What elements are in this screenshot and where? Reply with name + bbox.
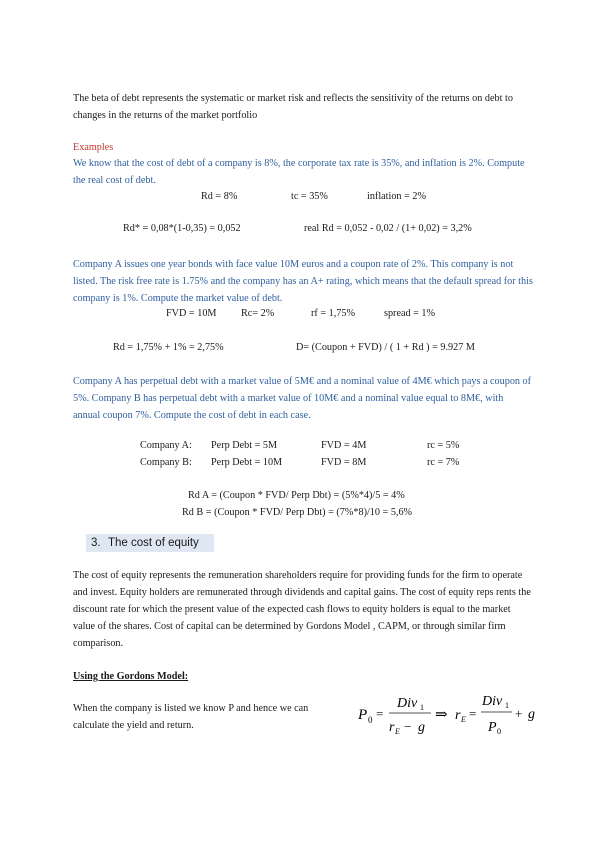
ex2-calc-right: D= (Coupon + FVD) / ( 1 + Rd ) = 9.927 M xyxy=(296,342,475,353)
intro-paragraph: The beta of debt represents the systematic or market risk and reflects the sensitivity of the returns on debt to changes in the returns of the market portfolio xyxy=(73,93,513,121)
ex3-calc-b: Rd B = (Coupon * FVD/ Perp Dbt) = (7%*8)/10 = 5,6% xyxy=(182,507,413,518)
section-number: 3. xyxy=(91,537,101,549)
formula-div-2: Div xyxy=(482,694,503,709)
formula-p0-sub: 0 xyxy=(368,715,373,725)
formula-eq-1: = xyxy=(376,706,384,721)
section-heading xyxy=(86,534,214,552)
formula-div-sub-1: 1 xyxy=(420,703,424,712)
ex2-given-rf: rf = 1,75% xyxy=(311,308,355,319)
ex3-perp-debt: Perp Debt = 5M xyxy=(211,440,278,451)
ex1-given-rd: Rd = 8% xyxy=(201,191,238,202)
ex2-given-rc: Rc= 2% xyxy=(241,308,275,319)
formula-p0: P xyxy=(358,707,368,723)
ex2-given-fvd: FVD = 10M xyxy=(166,308,217,319)
example3-text: Company A has perpetual debt with a market value of 5M€ and a nominal value of 4M€ which pays a coupon of 5%. Company B has perpetual debt with a market value of 10M€ and a nominal value equal to 8M€, with annual coupon 7%. Compute the cost of debt in each case. xyxy=(73,376,532,421)
ex3-company: Company B: xyxy=(140,457,192,468)
ex1-given-inflation: inflation = 2% xyxy=(367,191,426,202)
ex2-given-spread: spread = 1% xyxy=(384,308,436,319)
formula-p0-sub-2: 0 xyxy=(497,727,501,736)
formula-div-1: Div xyxy=(397,696,418,711)
example2-text: Company A issues one year bonds with face value 10M euros and a coupon rate of 2%. This company is not listed. The risk free rate is 1.75% and the company has an A+ rating, which means that the default spread for this company is 1%. Compute the market value of debt. xyxy=(73,259,533,304)
examples-title: Examples xyxy=(73,142,114,153)
ex3-rc: rc = 7% xyxy=(427,457,460,468)
ex1-calc-right: real Rd = 0,052 - 0,02 / (1+ 0,02) = 3,2% xyxy=(304,223,472,234)
formula-g-2: g xyxy=(528,707,535,722)
formula-re-sub-2: E xyxy=(461,715,466,724)
ex1-calc-left: Rd* = 0,08*(1-0,35) = 0,052 xyxy=(123,223,241,234)
ex1-given-tc: tc = 35% xyxy=(291,191,328,202)
formula-re-1: r xyxy=(389,720,395,735)
ex3-perp-debt: Perp Debt = 10M xyxy=(211,457,283,468)
ex3-fvd: FVD = 4M xyxy=(321,440,367,451)
formula-eq-2: = xyxy=(469,706,477,721)
gordon-formula xyxy=(356,688,546,738)
example1-text: We know that the cost of debt of a company is 8%, the corporate tax rate is 35%, and inflation is 2%. Compute the real cost of debt. xyxy=(73,158,525,186)
section-title: The cost of equity xyxy=(108,537,199,549)
formula-div-sub-2: 1 xyxy=(505,701,509,710)
formula-re-sub-1: E xyxy=(395,727,400,736)
ex3-calc-a: Rd A = (Coupon * FVD/ Perp Dbt) = (5%*4)/5 = 4% xyxy=(188,490,405,501)
gordon-title: Using the Gordons Model: xyxy=(73,671,189,682)
formula-p0-2: P xyxy=(488,720,497,735)
ex3-fvd: FVD = 8M xyxy=(321,457,367,468)
ex2-calc-left: Rd = 1,75% + 1% = 2,75% xyxy=(113,342,224,353)
formula-g-1: g xyxy=(418,720,425,735)
formula-re-2: r xyxy=(455,708,461,723)
formula-minus: − xyxy=(404,719,412,734)
equity-paragraph: The cost of equity represents the remuneration shareholders require for providing funds for the firm to operate and invest. Equity holders are remunerated through dividends and capital gains. The cost of equity reps rents the discount rate for which the present value of the expected cash flows to equity holders is equal to the market value of the shares. Cost of capital can be determined by Gordons Model , CAPM, or through similar firm comparison. xyxy=(73,570,531,649)
formula-arrow: ⇒ xyxy=(435,707,448,723)
formula-plus: + xyxy=(515,706,523,721)
ex3-company: Company A: xyxy=(140,440,192,451)
ex3-rc: rc = 5% xyxy=(427,440,460,451)
gordon-text: When the company is listed we know P and hence we can calculate the yield and return. xyxy=(73,703,309,731)
